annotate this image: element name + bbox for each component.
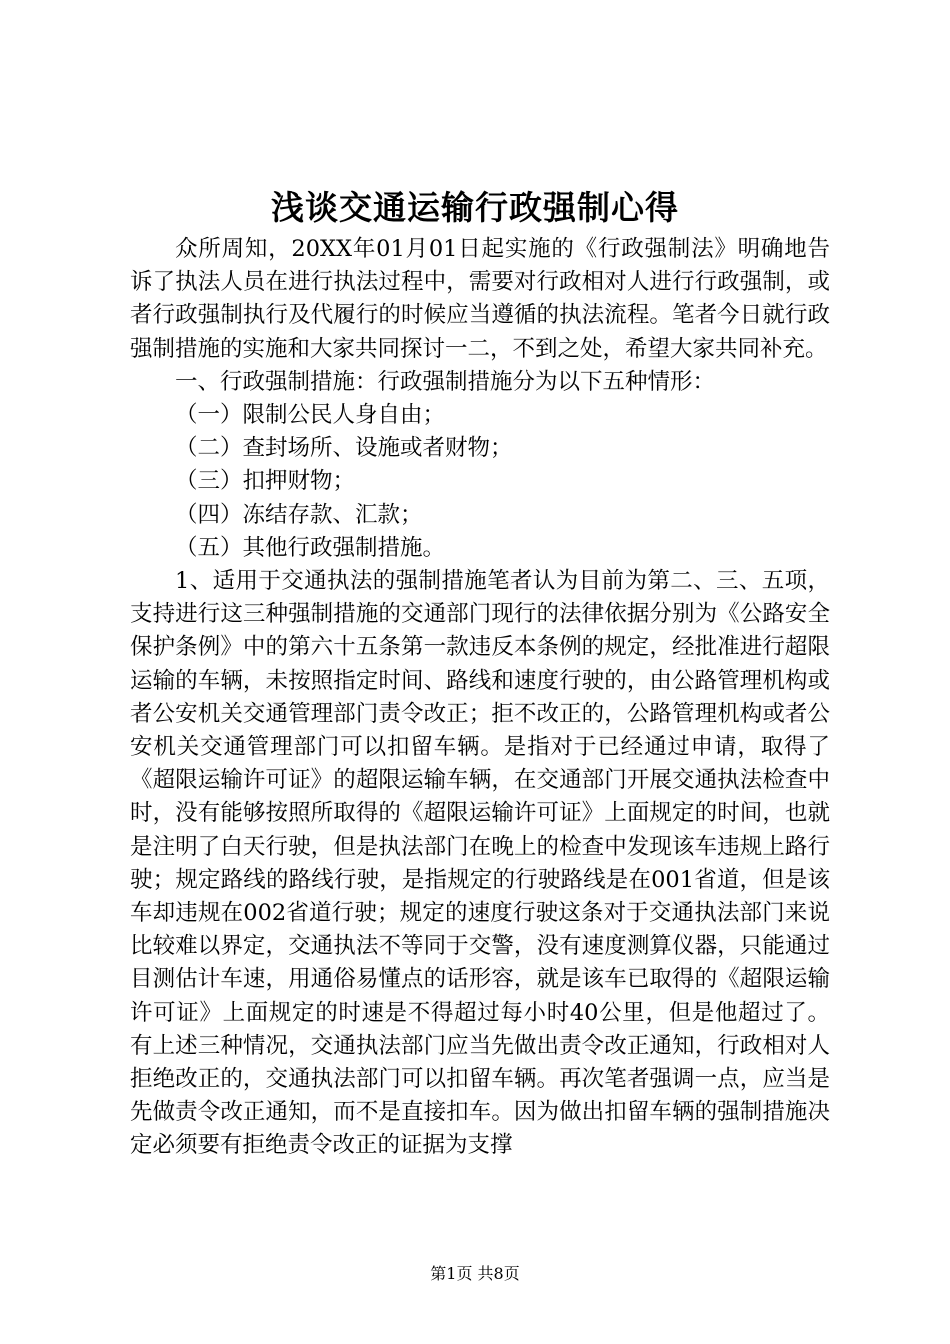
point-paragraph: 1、适用于交通执法的强制措施笔者认为目前为第二、三、五项，支持进行这三种强制措施的交通部门现行的法律依据分别为《公路安全保护条例》中的第六十五条第一款违反本条例的规定，经批准进行超限运输的车辆，未按照指定时间、路线和速度行驶的，由公路管理机构或者公安机关交通管理部门责令改正；拒不改正的，公路管理机构或者公安机关交通管理部门可以扣留车辆。是指对于已经通过申请，取得了《超限运输许可证》的超限运输车辆，在交通部门开展交通执法检查中时，没有能够按照所取得的《超限运输许可证》上面规定的时间，也就是注明了白天行驶，但是执法部门在晚上的检查中发现该车违规上路行驶；规定路线的路线行驶，是指规定的行驶路线是在001省道，但是该车却违规在002省道行驶；规定的速度行驶这条对于交通执法部门来说比较难以界定，交通执法不等同于交警，没有速度测算仪器，只能通过目测估计车速，用通俗易懂点的话形容，就是该车已取得的《超限运输许可证》上面规定的时速是不得超过每小时40公里，但是他超过了。有上述三种情况，交通执法部门应当先做出责令改正通知，行政相对人拒绝改正的，交通执法部门可以扣留车辆。再次笔者强调一点，应当是先做责令改正通知，而不是直接扣车。因为做出扣留车辆的强制措施决定必须要有拒绝责令改正的证据为支撑	[130, 568, 830, 1159]
measure-item: （五）其他行政强制措施。	[175, 534, 446, 561]
document-body	[130, 233, 830, 1163]
measure-item: （二）查封场所、设施或者财物；	[175, 435, 513, 462]
section-heading: 一、行政强制措施：行政强制措施分为以下五种情形：	[175, 368, 716, 395]
measure-item: （一）限制公民人身自由；	[175, 402, 446, 429]
intro-paragraph: 众所周知，20XX年01月01日起实施的《行政强制法》明确地告诉了执法人员在进行执法过程中，需要对行政相对人进行行政强制，或者行政强制执行及代履行的时候应当遵循的执法流程。笔者今日就行政强制措施的实施和大家共同探讨一二，不到之处，希望大家共同补充。	[130, 236, 830, 362]
document-title: 浅谈交通运输行政强制心得	[271, 188, 679, 227]
measure-item: （三）扣押财物；	[175, 468, 356, 495]
measure-item: （四）冻结存款、汇款；	[175, 501, 423, 528]
page-number: 第1页 共8页	[430, 1264, 520, 1283]
